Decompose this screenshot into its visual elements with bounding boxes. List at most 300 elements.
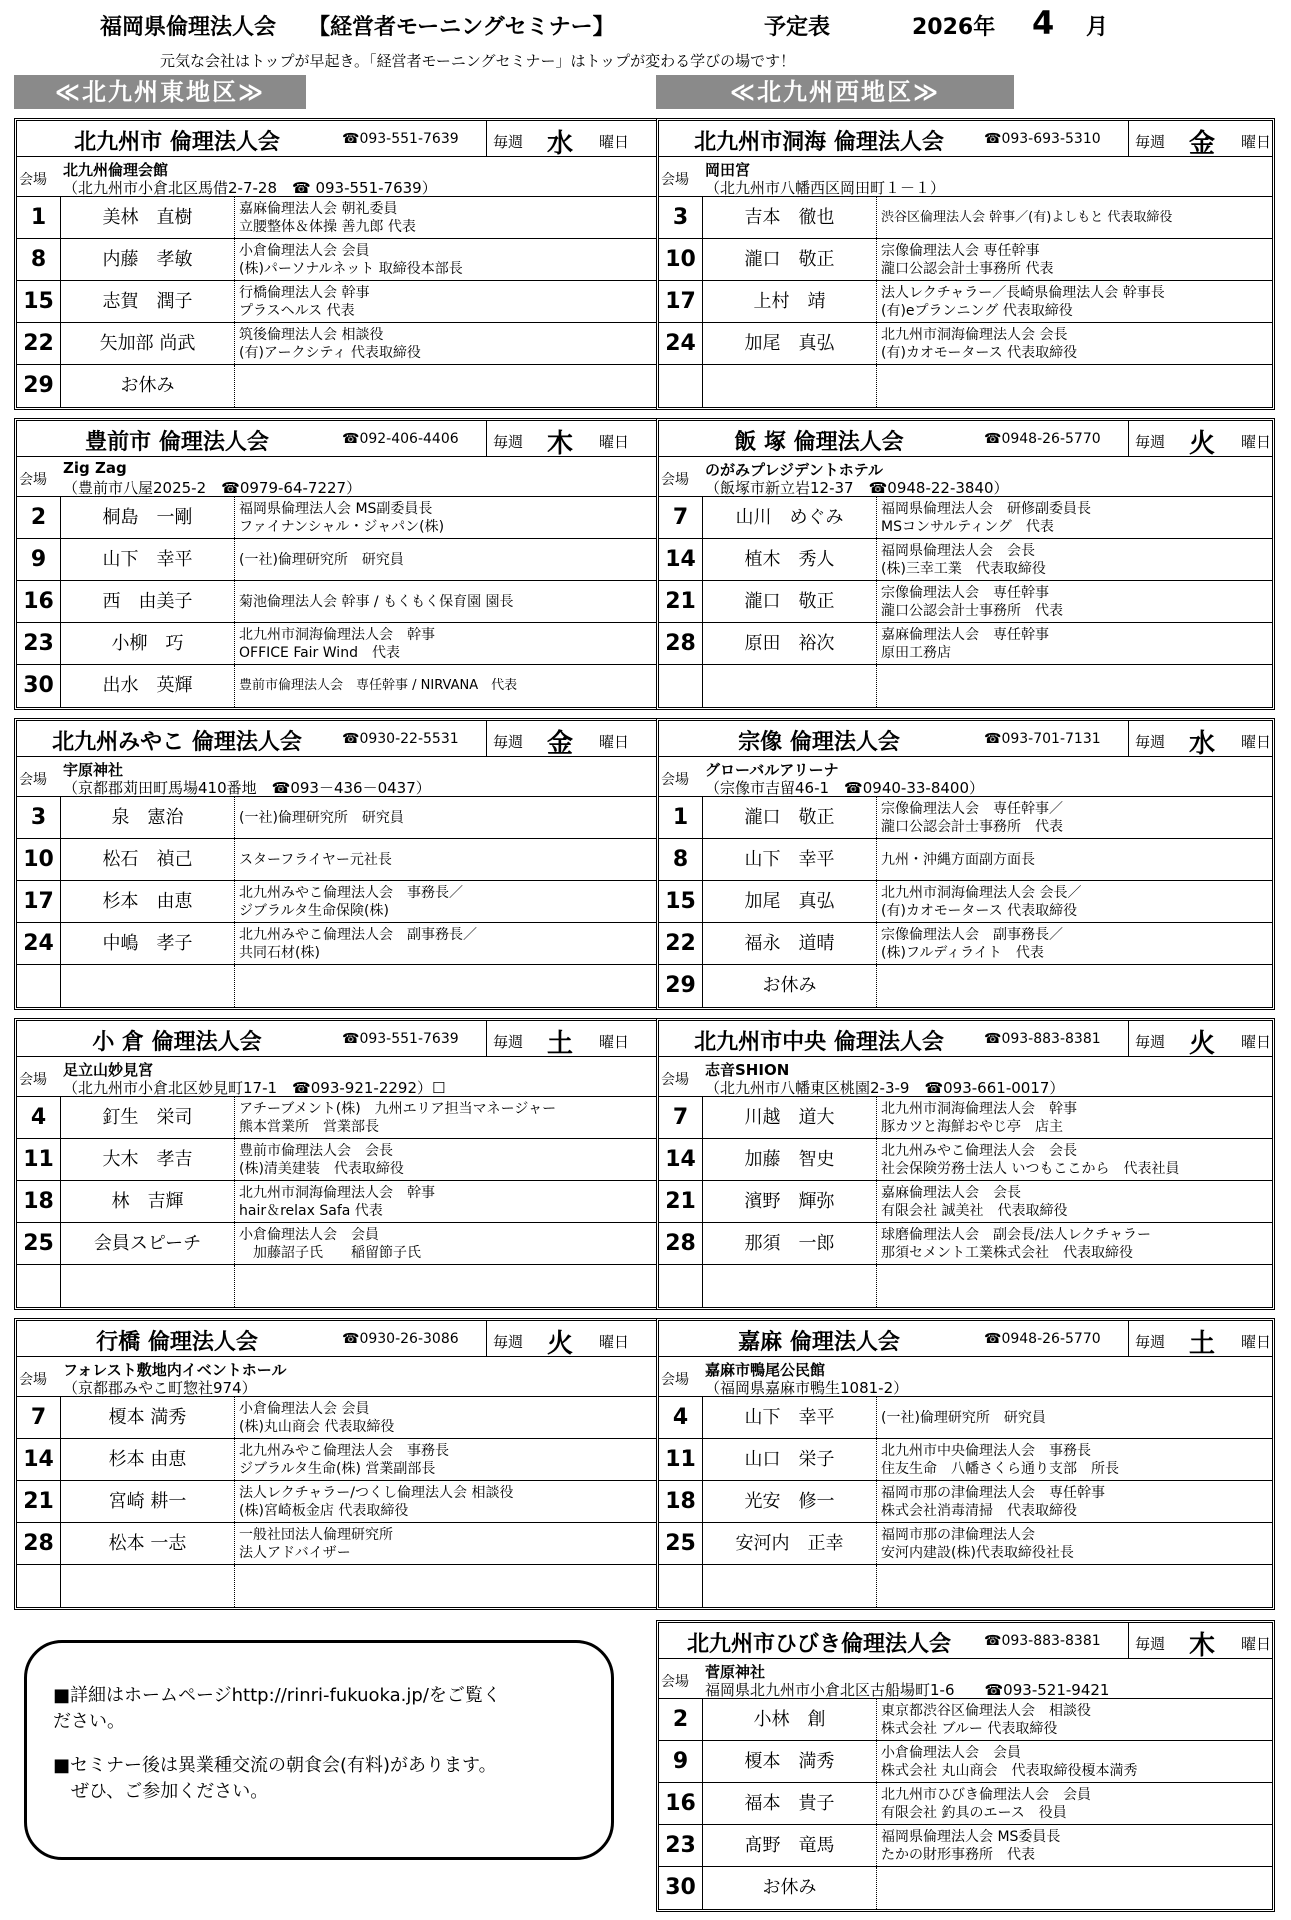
speaker-name xyxy=(703,665,877,707)
schedule-row xyxy=(17,839,656,881)
schedule-row xyxy=(17,1223,656,1265)
schedule-row xyxy=(17,665,656,707)
seminar-date: 30 xyxy=(659,1867,703,1909)
venue-label: 会場 xyxy=(19,1372,47,1388)
speaker-name: 杉本 由恵 xyxy=(61,881,235,922)
schedule-row xyxy=(17,923,656,965)
weekday-suffix: 曜日 xyxy=(1241,1635,1272,1653)
speaker-title-line-1: 菊池倫理法人会 幹事 / もくもく保育園 園長 xyxy=(239,594,514,610)
speaker-name xyxy=(61,965,235,1007)
speaker-name: 上村 靖 xyxy=(703,281,877,322)
speaker-title xyxy=(239,1484,513,1520)
speaker-title-line-1: (一社)倫理研究所 研究員 xyxy=(881,1410,1046,1426)
speaker-title-line-2: (株)パーソナルネット 取締役本部長 xyxy=(239,261,463,277)
speaker-title xyxy=(881,284,1165,320)
seminar-date: 23 xyxy=(659,1825,703,1866)
chapter-tel-number: 0948-26-5770 xyxy=(1001,1331,1101,1347)
speaker-title-line-2: (株)丸山商会 代表取締役 xyxy=(239,1419,395,1435)
speaker-title-line-2: 瀧口公認会計士事務所 代表 xyxy=(881,819,1063,835)
weekday-prefix: 毎週 xyxy=(1135,1033,1166,1051)
schedule-row xyxy=(659,665,1272,707)
chapter-name: 北九州市洞海 倫理法人会 xyxy=(694,130,944,155)
speaker-name: 大木 孝吉 xyxy=(61,1139,235,1180)
schedule-row xyxy=(659,581,1272,623)
venue-name: 岡田宮 xyxy=(705,161,751,179)
seminar-date: 28 xyxy=(17,1523,61,1564)
speaker-title-line-1: (一社)倫理研究所 研究員 xyxy=(239,810,404,826)
seminar-date: 24 xyxy=(17,923,61,964)
chapter-name: 嘉麻 倫理法人会 xyxy=(738,1330,900,1355)
speaker-name: 光安 修一 xyxy=(703,1481,877,1522)
speaker-title-line-1: 福岡県倫理法人会 研修副委員長 xyxy=(881,501,1091,517)
schedule-row xyxy=(17,1097,656,1139)
chapter-header xyxy=(659,121,1272,157)
speaker-name: 山下 幸平 xyxy=(703,1397,877,1438)
title-year: 2026年 xyxy=(912,15,996,40)
chapter-header xyxy=(17,721,656,757)
schedule-row xyxy=(659,1265,1272,1307)
seminar-date: 11 xyxy=(17,1139,61,1180)
seminar-date: 15 xyxy=(17,281,61,322)
chapter-tel xyxy=(342,431,459,447)
weekday-prefix: 毎週 xyxy=(1135,433,1166,451)
speaker-title xyxy=(881,542,1046,578)
weekday-suffix: 曜日 xyxy=(1241,1333,1272,1351)
speaker-name: 釘生 栄司 xyxy=(61,1097,235,1138)
chapter-tel xyxy=(342,131,459,147)
chapter-tel xyxy=(984,1331,1101,1347)
speaker-title xyxy=(239,1400,394,1436)
speaker-name: 中嶋 孝子 xyxy=(61,923,235,964)
chapter-tel-number: 093-701-7131 xyxy=(1001,731,1101,747)
speaker-title xyxy=(881,1702,1091,1738)
speaker-name: 加尾 真弘 xyxy=(703,881,877,922)
speaker-title xyxy=(881,209,1172,226)
speaker-title-line-1: 嘉麻倫理法人会 朝礼委員 xyxy=(239,201,398,217)
speaker-title-line-2: 住友生命 八幡さくら通り支部 所長 xyxy=(881,1461,1119,1477)
speaker-name: 小柳 巧 xyxy=(61,623,235,664)
speaker-title-line-2: (株)三幸工業 代表取締役 xyxy=(881,561,1046,577)
schedule-row xyxy=(659,281,1272,323)
speaker-title-line-1: 北九州市洞海倫理法人会 幹事 xyxy=(239,1185,435,1201)
chapter-name: 北九州みやこ 倫理法人会 xyxy=(52,730,302,755)
chapter-name: 行橋 倫理法人会 xyxy=(96,1330,258,1355)
speaker-title xyxy=(881,800,1063,836)
venue-address: （北九州市小倉北区妙見町17-1 ☎093-921-2292）☐ xyxy=(63,1079,446,1097)
venue-label: 会場 xyxy=(19,772,47,788)
schedule-row xyxy=(17,539,656,581)
page-subtitle: 元気な会社はトップが早起き。「経営者モーニングセミナー」はトップが変わる学びの場です！ xyxy=(160,52,796,70)
seminar-date: 17 xyxy=(659,281,703,322)
chapter-header xyxy=(659,1623,1272,1659)
chapter-name: 宗像 倫理法人会 xyxy=(738,730,900,755)
seminar-date: 8 xyxy=(17,239,61,280)
chapter-tel xyxy=(984,1633,1101,1649)
venue-label: 会場 xyxy=(19,172,47,188)
weekday-suffix: 曜日 xyxy=(599,1333,630,1351)
venue-address: （北九州市八幡西区岡田町１－１） xyxy=(705,179,946,197)
seminar-date: 16 xyxy=(659,1783,703,1824)
speaker-title-line-2: 株式会社消毒清掃 代表取締役 xyxy=(881,1503,1077,1519)
chapter-block xyxy=(656,118,1275,410)
speaker-title-line-2: (有)カオモータース 代表取締役 xyxy=(881,345,1078,361)
venue-address: 福岡県北九州市小倉北区古船場町1-6 ☎093-521-9421 xyxy=(705,1681,1110,1699)
chapter-tel xyxy=(342,1031,459,1047)
speaker-name: 美林 直樹 xyxy=(61,197,235,238)
schedule-row xyxy=(17,323,656,365)
speaker-title-line-1: 小倉倫理法人会 会員 xyxy=(239,1227,379,1243)
seminar-date: 29 xyxy=(17,365,61,407)
speaker-title xyxy=(881,1744,1137,1780)
weekday-value: 木 xyxy=(1189,1631,1216,1661)
speaker-title-line-2: 豚カツと海鮮おやじ亭 店主 xyxy=(881,1119,1063,1135)
speaker-title xyxy=(239,326,421,362)
schedule-row xyxy=(17,623,656,665)
schedule-row xyxy=(659,1523,1272,1565)
weekday-suffix: 曜日 xyxy=(599,433,630,451)
weekday-suffix: 曜日 xyxy=(1241,733,1272,751)
speaker-title xyxy=(881,1142,1179,1178)
speaker-title-line-1: アチーブメント(株) 九州エリア担当マネージャー xyxy=(239,1101,557,1117)
speaker-name: 宮崎 耕一 xyxy=(61,1481,235,1522)
seminar-date: 2 xyxy=(659,1699,703,1740)
speaker-title xyxy=(239,500,444,536)
speaker-title-line-2: 株式会社 丸山商会 代表取締役榎本満秀 xyxy=(881,1763,1138,1779)
speaker-title xyxy=(881,1786,1091,1822)
speaker-title xyxy=(881,1526,1074,1562)
schedule-row xyxy=(17,797,656,839)
seminar-date: 18 xyxy=(17,1181,61,1222)
title-org: 福岡県倫理法人会 xyxy=(100,15,277,40)
chapter-name: 飯 塚 倫理法人会 xyxy=(734,430,904,455)
speaker-title xyxy=(239,1142,404,1178)
speaker-title xyxy=(239,200,416,236)
speaker-title xyxy=(881,584,1063,620)
chapter-block xyxy=(14,718,659,1010)
weekday-value: 金 xyxy=(1189,129,1216,159)
speaker-title-line-2: hair＆relax Safa 代表 xyxy=(239,1203,383,1219)
venue-name: 北九州倫理会館 xyxy=(63,161,169,179)
speaker-title-line-1: 北九州市洞海倫理法人会 会長 xyxy=(881,327,1068,343)
chapter-block xyxy=(656,1620,1275,1912)
venue-name: Zig Zag xyxy=(63,459,127,477)
phone-icon: ☎ xyxy=(984,731,1002,747)
seminar-date: 24 xyxy=(659,323,703,364)
seminar-date xyxy=(17,1565,61,1607)
weekday-value: 火 xyxy=(1189,1029,1216,1059)
speaker-title-line-2: ジブラルタ生命保険(株) xyxy=(239,903,389,919)
speaker-title xyxy=(881,326,1077,362)
schedule-row xyxy=(659,323,1272,365)
venue-label: 会場 xyxy=(19,472,47,488)
weekday-suffix: 曜日 xyxy=(1241,1033,1272,1051)
schedule-row xyxy=(659,1565,1272,1607)
speaker-name xyxy=(703,365,877,407)
speaker-title-line-1: 福岡市那の津倫理法人会 xyxy=(881,1527,1035,1543)
weekday-prefix: 毎週 xyxy=(493,433,524,451)
speaker-name: 福永 道晴 xyxy=(703,923,877,964)
speaker-title-line-1: 宗像倫理法人会 専任幹事／ xyxy=(881,801,1063,817)
venue-row xyxy=(17,1357,656,1397)
speaker-title-line-1: 北九州市洞海倫理法人会 会長／ xyxy=(881,885,1082,901)
phone-icon: ☎ xyxy=(984,1331,1002,1347)
speaker-title-line-2: 有限会社 誠美社 代表取締役 xyxy=(881,1203,1068,1219)
schedule-row xyxy=(659,881,1272,923)
speaker-name: 川越 道大 xyxy=(703,1097,877,1138)
speaker-title-line-2: 共同石材(株) xyxy=(239,945,320,961)
speaker-name: 植木 秀人 xyxy=(703,539,877,580)
seminar-date xyxy=(659,665,703,707)
speaker-name: 吉本 徹也 xyxy=(703,197,877,238)
weekday-prefix: 毎週 xyxy=(493,1033,524,1051)
chapter-name: 北九州市 倫理法人会 xyxy=(74,130,280,155)
title-plan: 予定表 xyxy=(764,15,831,40)
seminar-date: 14 xyxy=(17,1439,61,1480)
chapter-tel xyxy=(984,731,1101,747)
chapter-tel-number: 093-551-7639 xyxy=(359,131,459,147)
chapter-weekday xyxy=(1128,121,1291,157)
title-month: 4 xyxy=(1032,4,1055,42)
weekday-value: 木 xyxy=(547,429,574,459)
speaker-title-line-1: 豊前市倫理法人会 会長 xyxy=(239,1143,393,1159)
schedule-row xyxy=(659,1139,1272,1181)
chapter-tel-number: 093-551-7639 xyxy=(359,1031,459,1047)
speaker-title-line-2: 瀧口公認会計士事務所 代表 xyxy=(881,261,1054,277)
schedule-row xyxy=(659,1439,1272,1481)
chapter-header xyxy=(659,1321,1272,1357)
chapter-tel xyxy=(984,431,1101,447)
speaker-name: 安河内 正幸 xyxy=(703,1523,877,1564)
speaker-title-line-1: 北九州みやこ倫理法人会 副事務長／ xyxy=(239,927,477,943)
chapter-name: 豊前市 倫理法人会 xyxy=(85,430,269,455)
speaker-title xyxy=(239,926,477,962)
phone-icon: ☎ xyxy=(984,131,1002,147)
phone-icon: ☎ xyxy=(984,431,1002,447)
seminar-date: 28 xyxy=(659,1223,703,1264)
speaker-title xyxy=(239,284,369,320)
speaker-title xyxy=(881,851,1035,869)
speaker-name: お休み xyxy=(61,365,235,407)
speaker-name: 原田 裕次 xyxy=(703,623,877,664)
speaker-title-line-2: 立腰整体＆体操 善九郎 代表 xyxy=(239,219,416,235)
speaker-title-line-2: (有)eプランニング 代表取締役 xyxy=(881,303,1073,319)
seminar-date: 30 xyxy=(17,665,61,707)
speaker-title-line-1: 北九州みやこ倫理法人会 会長 xyxy=(881,1143,1077,1159)
weekday-value: 水 xyxy=(1189,729,1216,759)
speaker-title-line-1: 北九州市洞海倫理法人会 幹事 xyxy=(881,1101,1077,1117)
speaker-title xyxy=(239,1100,556,1136)
weekday-suffix: 曜日 xyxy=(1241,133,1272,151)
chapter-tel-number: 093-883-8381 xyxy=(1001,1633,1101,1649)
speaker-name: 林 吉輝 xyxy=(61,1181,235,1222)
speaker-title-line-1: 行橋倫理法人会 幹事 xyxy=(239,285,370,301)
speaker-title-line-1: 福岡市那の津倫理法人会 専任幹事 xyxy=(881,1485,1105,1501)
district-east-label: ≪北九州東地区≫ xyxy=(54,78,266,106)
chapter-tel-number: 0948-26-5770 xyxy=(1001,431,1101,447)
schedule-row xyxy=(17,1265,656,1307)
speaker-title-line-1: 球磨倫理法人会 副会長/法人レクチャラー xyxy=(881,1227,1152,1243)
venue-address: （豊前市八屋2025-2 ☎0979-64-7227） xyxy=(63,479,362,497)
speaker-name xyxy=(703,1265,877,1307)
seminar-date: 3 xyxy=(659,197,703,238)
speaker-title-line-1: 法人レクチャラー／長崎県倫理法人会 幹事長 xyxy=(881,285,1165,301)
venue-row xyxy=(17,457,656,497)
speaker-title-line-1: 宗像倫理法人会 副事務長／ xyxy=(881,927,1063,943)
speaker-title-line-2: (株)宮崎板金店 代表取締役 xyxy=(239,1503,409,1519)
speaker-title-line-2: MSコンサルティング 代表 xyxy=(881,519,1054,535)
speaker-name: 桐島 一剛 xyxy=(61,497,235,538)
venue-row xyxy=(659,457,1272,497)
speaker-title xyxy=(239,1184,435,1220)
weekday-value: 土 xyxy=(1189,1329,1216,1359)
seminar-date: 1 xyxy=(659,797,703,838)
speaker-name: 杉本 由恵 xyxy=(61,1439,235,1480)
schedule-row xyxy=(659,1397,1272,1439)
seminar-date: 1 xyxy=(17,197,61,238)
speaker-title-line-1: 渋谷区倫理法人会 幹事／(有)よしもと 代表取締役 xyxy=(881,210,1173,225)
district-west-banner xyxy=(656,75,1014,109)
speaker-name: お休み xyxy=(703,965,877,1007)
speaker-name: 瀧口 敬正 xyxy=(703,797,877,838)
speaker-name: 榎本 満秀 xyxy=(703,1741,877,1782)
weekday-prefix: 毎週 xyxy=(493,133,524,151)
seminar-date xyxy=(659,365,703,407)
speaker-title xyxy=(239,551,404,569)
speaker-title xyxy=(881,500,1091,536)
chapter-header xyxy=(17,1021,656,1057)
seminar-date: 15 xyxy=(659,881,703,922)
speaker-name xyxy=(703,1565,877,1607)
speaker-title-line-1: (一社)倫理研究所 研究員 xyxy=(239,552,404,568)
venue-row xyxy=(659,1357,1272,1397)
seminar-date: 7 xyxy=(659,497,703,538)
speaker-title-line-2: (株)清美建装 代表取締役 xyxy=(239,1161,404,1177)
schedule-row xyxy=(659,1223,1272,1265)
speaker-title xyxy=(881,1226,1151,1262)
venue-label: 会場 xyxy=(661,1674,689,1690)
seminar-date: 21 xyxy=(659,1181,703,1222)
weekday-prefix: 毎週 xyxy=(493,733,524,751)
seminar-date: 4 xyxy=(17,1097,61,1138)
schedule-row xyxy=(17,881,656,923)
venue-row xyxy=(17,1057,656,1097)
speaker-title-line-1: 北九州市洞海倫理法人会 幹事 xyxy=(239,627,435,643)
weekday-suffix: 曜日 xyxy=(599,733,630,751)
seminar-date: 22 xyxy=(17,323,61,364)
schedule-row xyxy=(17,1439,656,1481)
venue-name: フォレスト敷地内イベントホール xyxy=(63,1361,287,1379)
seminar-date: 21 xyxy=(659,581,703,622)
speaker-title xyxy=(881,926,1063,962)
seminar-date: 2 xyxy=(17,497,61,538)
phone-icon: ☎ xyxy=(984,1031,1002,1047)
schedule-row xyxy=(17,1481,656,1523)
chapter-header xyxy=(659,421,1272,457)
weekday-suffix: 曜日 xyxy=(599,1033,630,1051)
speaker-title xyxy=(881,1184,1067,1220)
speaker-title xyxy=(239,851,392,869)
notice-item-homepage: ■詳細はホームページhttp://rinri-fukuoka.jp/をご覧く ださい。 xyxy=(53,1685,501,1732)
venue-address: （宗像市吉留46-1 ☎0940-33-8400） xyxy=(705,779,984,797)
speaker-title-line-2: (有)カオモータース 代表取締役 xyxy=(881,903,1078,919)
speaker-title-line-1: 福岡県倫理法人会 MS副委員長 xyxy=(239,501,433,517)
chapter-header xyxy=(17,121,656,157)
seminar-date: 25 xyxy=(17,1223,61,1264)
chapter-tel-number: 0930-26-3086 xyxy=(359,1331,459,1347)
chapter-weekday xyxy=(1128,421,1291,457)
speaker-title xyxy=(881,1100,1077,1136)
schedule-row xyxy=(17,1139,656,1181)
chapter-tel xyxy=(342,731,459,747)
speaker-title-line-1: 福岡県倫理法人会 MS委員長 xyxy=(881,1829,1061,1845)
seminar-date: 21 xyxy=(17,1481,61,1522)
speaker-title-line-1: 宗像倫理法人会 専任幹事 xyxy=(881,243,1040,259)
speaker-name: 山口 栄子 xyxy=(703,1439,877,1480)
seminar-date: 3 xyxy=(17,797,61,838)
page-header xyxy=(0,0,1291,70)
weekday-prefix: 毎週 xyxy=(1135,1333,1166,1351)
speaker-title xyxy=(881,1442,1119,1478)
venue-row xyxy=(17,157,656,197)
venue-name: 嘉麻市鴨尾公民館 xyxy=(705,1361,826,1379)
speaker-name: 榎本 満秀 xyxy=(61,1397,235,1438)
chapter-block xyxy=(656,418,1275,710)
speaker-name: 西 由美子 xyxy=(61,581,235,622)
speaker-title xyxy=(239,593,514,611)
schedule-row xyxy=(17,581,656,623)
venue-name: のがみプレジデントホテル xyxy=(705,461,883,479)
venue-label: 会場 xyxy=(661,472,689,488)
venue-row xyxy=(659,157,1272,197)
speaker-title xyxy=(239,884,463,920)
seminar-date: 22 xyxy=(659,923,703,964)
speaker-title-line-1: 九州・沖縄方面副方面長 xyxy=(881,852,1035,868)
speaker-name: 松本 一志 xyxy=(61,1523,235,1564)
speaker-title xyxy=(881,1828,1060,1864)
schedule-row xyxy=(17,1523,656,1565)
schedule-row xyxy=(17,365,656,407)
speaker-title-line-1: スターフライヤー元社長 xyxy=(239,852,392,868)
speaker-name: お休み xyxy=(703,1867,877,1909)
weekday-value: 水 xyxy=(547,129,574,159)
schedule-row xyxy=(659,365,1272,407)
chapter-block xyxy=(14,118,659,410)
speaker-title-line-1: 福岡県倫理法人会 会長 xyxy=(881,543,1035,559)
venue-row xyxy=(659,1057,1272,1097)
speaker-title-line-1: 北九州市ひびき倫理法人会 会員 xyxy=(881,1787,1091,1803)
speaker-name: 矢加部 尚武 xyxy=(61,323,235,364)
speaker-name: 山下 幸平 xyxy=(61,539,235,580)
seminar-date: 9 xyxy=(659,1741,703,1782)
speaker-title-line-1: 嘉麻倫理法人会 専任幹事 xyxy=(881,627,1049,643)
seminar-date: 23 xyxy=(17,623,61,664)
seminar-date: 11 xyxy=(659,1439,703,1480)
weekday-prefix: 毎週 xyxy=(1135,733,1166,751)
venue-address: （北九州市小倉北区馬借2-7-28 ☎ 093-551-7639） xyxy=(63,179,437,197)
speaker-title-line-2: 加藤詔子氏 稲留節子氏 xyxy=(239,1245,421,1261)
speaker-title-line-2: ファイナンシャル・ジャパン(株) xyxy=(239,519,445,535)
phone-icon: ☎ xyxy=(342,731,360,747)
chapter-block xyxy=(656,1318,1275,1610)
weekday-suffix: 曜日 xyxy=(1241,433,1272,451)
venue-label: 会場 xyxy=(661,1072,689,1088)
schedule-row xyxy=(659,197,1272,239)
schedule-row xyxy=(17,197,656,239)
venue-name: 菅原神社 xyxy=(705,1663,766,1681)
venue-label: 会場 xyxy=(661,1372,689,1388)
speaker-name: 山下 幸平 xyxy=(703,839,877,880)
schedule-row xyxy=(17,281,656,323)
